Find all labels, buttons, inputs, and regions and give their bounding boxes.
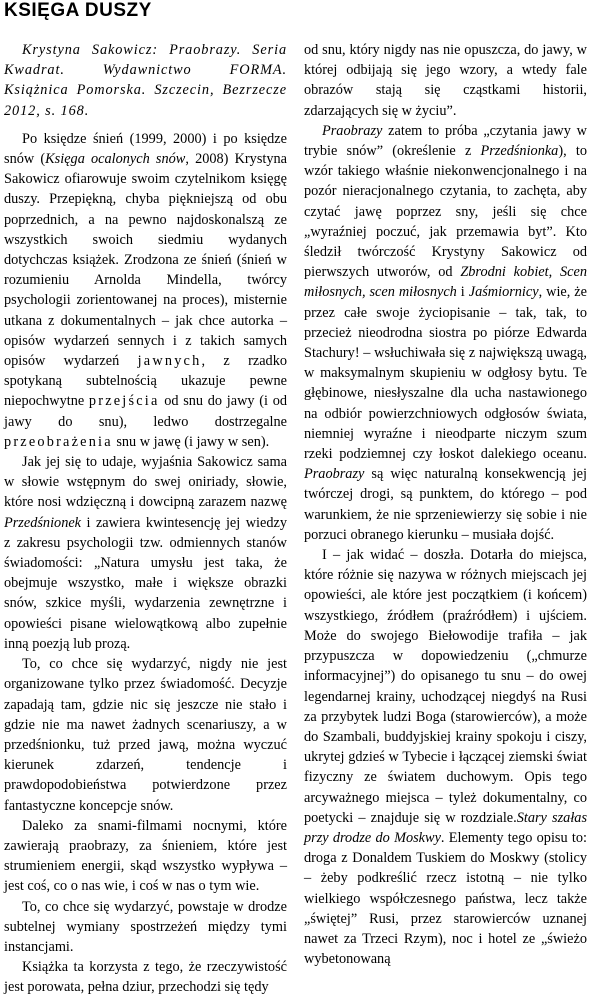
paragraph: Jak jej się to udaje, wyjaśnia Sakowicz sama w słowie wstępnym do swej oniriady, słowie, które nosi wdzięczną i dowcipną zarazem nazwę Przedśnionek i zawiera kwintesencję jej wiedzy z zakresu psychologii tzw. odmiennych stanów świadomości: „Natura umysłu jest taka, że obejmuje wszystko, małe i większe obrazki snów, szkice myśli, wydarzenia zewnętrzne i opowieści pisane wielowątkową albo zupełnie inną poezją lub prozą. [4, 454, 287, 652]
paragraph: To, co chce się wydarzyć, powstaje w drodze subtelnej wymiany spostrzeżeń między tymi instancjami. [4, 898, 287, 955]
paragraph: To, co chce się wydarzyć, nigdy nie jest organizowane tylko przez świadomość. Decyzje zapadają tam, gdzie nic się jeszcze nie stało i gdzie nie ma nawet żadnych scenariuszy, a w przedśnionku, tuż przed jawą, można wyczuć kierunek zdarzeń, tendencje i prawdopodobieństwa potwierdzone przez fantastyczne koncepcje snów. [4, 656, 287, 814]
article-heading: KSIĘGA DUSZY [4, 0, 152, 21]
paragraph: Książka ta korzysta z tego, że rzeczywistość jest porowata, pełna dziur, przechodzi się tędy [4, 959, 287, 996]
paragraph: od snu, który nigdy nas nie opuszcza, do jawy, w której odbijają się jego wzory, a wtedy fale obrazów stają się cząstkami historii, zdarzających się w życiu”. [304, 42, 587, 119]
paragraph: I – jak widać – doszła. Dotarła do miejsca, które różnie się nazywa w różnych miejscach jej opowieści, ale które jest początkiem (i końcem) wszystkiego, źródłem (praźródłem) i ujściem. Może do swojego Biełowodije trafiła – jak przypuszcza w dopowiedzeniu („chmurze informacyjnej”) do opisanego tu snu – do owej legendarnej krainy, uchodzącej niegdyś na Rusi za przybytek ludzi Boga (starowierców), a może do Szambali, buddyjskiej krainy spokoju i ciszy, ukrytej gdzieś w Tybecie i łączącej ziemski świat fizyczny ze światem duchowym. Opis tego arcyważnego miejsca – tyleż dokumentalny, co poetycki – znajduje się w rozdziale.Stary szałas przy drodze do Moskwy. Elementy tego opisu to: droga z Donaldem Tuskiem do Moskwy (stolicy – żeby podkreślić rzecz istotną – nie tylko wielkiego współczesnego państwa, lecz także „świętej” Rusi, przez starowierców uznanej nawet za Trzeci Rzym), noc i hotel ze „świeżo wybetonowaną [304, 547, 588, 968]
bibliography-note: Krystyna Sakowicz: Praobrazy. Seria Kwadrat. Wydawnictwo FORMA. Książnica Pomorska. Szczecin, Bezrzecze 2012, s. 168. [4, 42, 287, 119]
paragraph: Po księdze śnień (1999, 2000) i po księdze snów (Księga ocalonych snów, 2008) Krystyna Sakowicz ofiarowuje swoim czytelnikom księgę duszy. Przepiękną, chyba piękniejszą od obu poprzednich, a na pewno najdoskonalszą ze wszystkich swoich siedmiu wydanych dotychczas książek. Zrodzona ze śnień (śnień w rozumieniu Arnolda Mindella, twórcy psychologii zorientowanej na proces), misternie utkana z dokumentalnych – jak chce autorka – opisów wydarzeń sennych i z takich samych opisów wydarzeń jawnych, z rzadko spotykaną subtelnością ukazuje pewne niepochwytne przejścia od snu do jawy (i od jawy do snu), ledwo dostrzegalne przeobrażenia snu w jawę (i jawy w sen). [4, 130, 287, 450]
paragraph: Praobrazy zatem to próba „czytania jawy w trybie snów” (określenie z Przedśnionka), to wzór takiego właśnie niekonwencjonalnego i na pozór nieracjonalnego czytania, to zachęta, aby czytać jawę poprzez sny, jeśli się chce „wyraźniej poczuć, jak przemawia byt”. Kto śledził twórczość Krystyny Sakowicz od pierwszych utworów, od Zbrodni kobiet, Scen miłosnych, scen miłosnych i Jaśmiornicy, wie, że przez całe swoje życiopisanie – tak, tak, to przecież nieodrodna siostra po piórze Edwarda Stachury! – wsłuchiwała się z największą uwagą, w maksymalnym skupieniu w odgłosy bytu. Te głębinowe, niesłyszalne dla ucha nastawionego na odbiór powierzchniowych odgłosów świata, niemniej wyraźne i nieodparte niczym szum rzeki podziemnej czy łoskot dalekiego oceanu. Praobrazy są więc naturalną konsekwencją jej twórczej drogi, są punktem, do którego – pod warunkiem, że nie sprzeniewierzy się sobie i nie porzuci obranego kierunku – musiała dojść. [304, 122, 587, 543]
left-column [4, 40, 287, 998]
right-column [304, 40, 587, 969]
paragraph: Daleko za snami-filmami nocnymi, które zawierają praobrazy, za śnieniem, które jest strumieniem energii, skąd wszystko wypływa – jest coś, co o nas wie, i coś w nas o tym wie. [4, 817, 287, 895]
